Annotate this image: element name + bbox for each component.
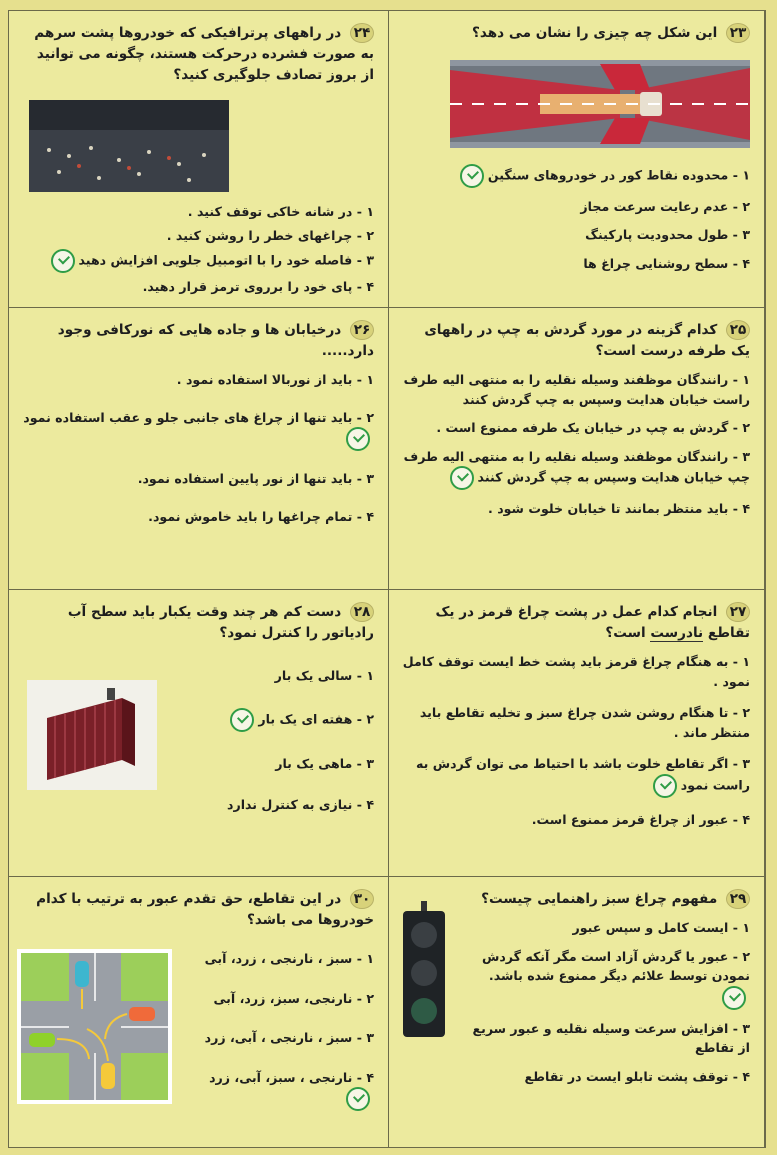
correct-check-icon <box>653 774 677 798</box>
q27-option-4[interactable]: ۴ - عبور از چراغ قرمز ممنوع است. <box>531 811 750 827</box>
question-23 <box>387 11 765 308</box>
question-25-title: ۲۵ کدام گزینه در مورد گردش به چپ در راههای یک طرفه درست است؟ <box>424 322 750 360</box>
q25-option-1[interactable]: ۱ - رانندگان موظفند وسیله نقلیه را به منتهی الیه طرف راست خیابان هدایت وسپس به چپ گردش کنند <box>403 372 750 407</box>
night-traffic-photo <box>29 100 229 192</box>
q26-option-2[interactable]: ۲ - باید تنها از چراغ های جانبی جلو و عقب استفاده نمود <box>23 408 374 452</box>
question-29-title: ۲۹ مفهوم چراغ سبز راهنمایی چیست؟ <box>401 889 750 910</box>
correct-check-icon <box>230 708 254 732</box>
q29-option-2[interactable]: ۲ - عبور یا گردش آزاد است مگر آنکه گردش نمودن توسط علائم دیگر ممنوع شده باشد. <box>471 947 750 1010</box>
q24-option-1[interactable]: ۱ - در شانه خاکی توقف کنید . <box>187 204 374 220</box>
question-26-title: ۲۶ درخیابان ها و جاده هایی که نورکافی وجود دارد..... <box>57 322 374 360</box>
q24-option-3[interactable]: ۳ - فاصله خود را با اتومبیل جلویی افزایش دهید <box>23 249 374 273</box>
question-25 <box>387 308 765 590</box>
q29-option-1[interactable]: ۱ - ایست کامل و سپس عبور <box>572 920 750 936</box>
q29-option-3[interactable]: ۳ - افزایش سرعت وسیله نقلیه و عبور سریع از تقاطع <box>472 1020 750 1056</box>
q26-option-1[interactable]: ۱ - باید از نوربالا استفاده نمود . <box>176 372 374 388</box>
correct-check-icon <box>450 466 474 490</box>
intersection-cars-diagram <box>17 949 172 1104</box>
q23-option-3[interactable]: ۳ - طول محدودیت پارکینگ <box>585 227 750 243</box>
q23-option-2[interactable]: ۲ - عدم رعایت سرعت مجاز <box>580 198 750 214</box>
question-24-title: ۲۴ در راههای پرترافیکی که خودروها پشت سرهم به صورت فشرده درحرکت هستند، چگونه می توانید از بروز تصادف جلوگیری کنید؟ <box>34 25 374 84</box>
q28-option-2[interactable]: ۲ - هفته ای یک بار <box>179 708 374 732</box>
q27-option-3[interactable]: ۳ - اگر تقاطع خلوت باشد با احتیاط می توان گردش به راست نمود <box>401 754 750 798</box>
q25-option-3[interactable]: ۳ - رانندگان موظفند وسیله نقلیه را به منتهی الیه طرف چپ خیابان هدایت وسپس به چپ گردش کنند <box>401 447 750 491</box>
q30-option-4[interactable]: ۴ - نارنجی ، سبز، آبی، زرد <box>179 1068 374 1112</box>
q27-option-2[interactable]: ۲ - تا هنگام روشن شدن چراغ سبز و تخلیه تقاطع باید منتظر ماند . <box>419 705 750 740</box>
correct-check-icon <box>346 1087 370 1111</box>
q23-option-1[interactable]: ۱ - محدوده نقاط کور در خودروهای سنگین <box>401 164 750 188</box>
q27-option-1[interactable]: ۱ - به هنگام چراغ قرمز باید پشت خط ایست توقف کامل نمود . <box>402 654 750 689</box>
question-30 <box>9 877 389 1147</box>
q23-option-4[interactable]: ۴ - سطح روشنایی چراغ ها <box>583 255 750 271</box>
q30-option-3[interactable]: ۳ - سبز ، نارنجی ، آبی، زرد <box>204 1030 374 1046</box>
q24-option-4[interactable]: ۴ - پای خود را برروی ترمز قرار دهید. <box>142 279 374 295</box>
q25-option-4[interactable]: ۴ - باید منتظر بمانند تا خیابان خلوت شود . <box>488 501 750 517</box>
question-29 <box>387 877 765 1147</box>
question-grid <box>9 11 765 1147</box>
q28-option-4[interactable]: ۴ - نیازی به کنترل ندارد <box>227 797 374 813</box>
question-23-title: ۲۳ این شکل چه چیزی را نشان می دهد؟ <box>401 23 750 44</box>
question-27-title: ۲۷ انجام کدام عمل در پشت چراغ قرمز در یک تقاطع نادرست است؟ <box>435 604 750 642</box>
radiator-image <box>27 680 157 790</box>
q25-option-2[interactable]: ۲ - گردش به چپ در خیابان یک طرفه ممنوع است . <box>436 420 750 436</box>
q26-option-4[interactable]: ۴ - تمام چراغها را باید خاموش نمود. <box>148 508 374 524</box>
truck-blind-spot-diagram <box>450 60 750 148</box>
question-28 <box>9 590 389 877</box>
correct-check-icon <box>51 249 75 273</box>
question-24 <box>9 11 389 308</box>
correct-check-icon <box>346 427 370 451</box>
correct-check-icon <box>722 986 746 1010</box>
q29-option-4[interactable]: ۴ - توقف پشت تابلو ایست در تقاطع <box>524 1068 750 1084</box>
traffic-light-green <box>399 901 449 1041</box>
quiz-sheet <box>8 10 766 1148</box>
q30-option-2[interactable]: ۲ - نارنجی، سبز، زرد، آبی <box>213 990 374 1006</box>
question-30-title: ۳۰ در این تقاطع، حق تقدم عبور به ترتیب با کدام خودروها می باشد؟ <box>36 891 374 929</box>
question-27 <box>387 590 765 877</box>
correct-check-icon <box>460 164 484 188</box>
q28-option-3[interactable]: ۳ - ماهی یک بار <box>275 755 374 771</box>
q26-option-3[interactable]: ۳ - باید تنها از نور پایین استفاده نمود. <box>137 471 374 487</box>
question-28-title: ۲۸ دست کم هر چند وقت یکبار باید سطح آب رادیاتور را کنترل نمود؟ <box>67 604 374 642</box>
q28-option-1[interactable]: ۱ - سالی یک بار <box>274 668 374 684</box>
q24-option-2[interactable]: ۲ - چراغهای خطر را روشن کنید . <box>166 227 374 243</box>
q30-option-1[interactable]: ۱ - سبز ، نارنجی ، زرد، آبی <box>204 951 374 967</box>
question-26 <box>9 308 389 590</box>
